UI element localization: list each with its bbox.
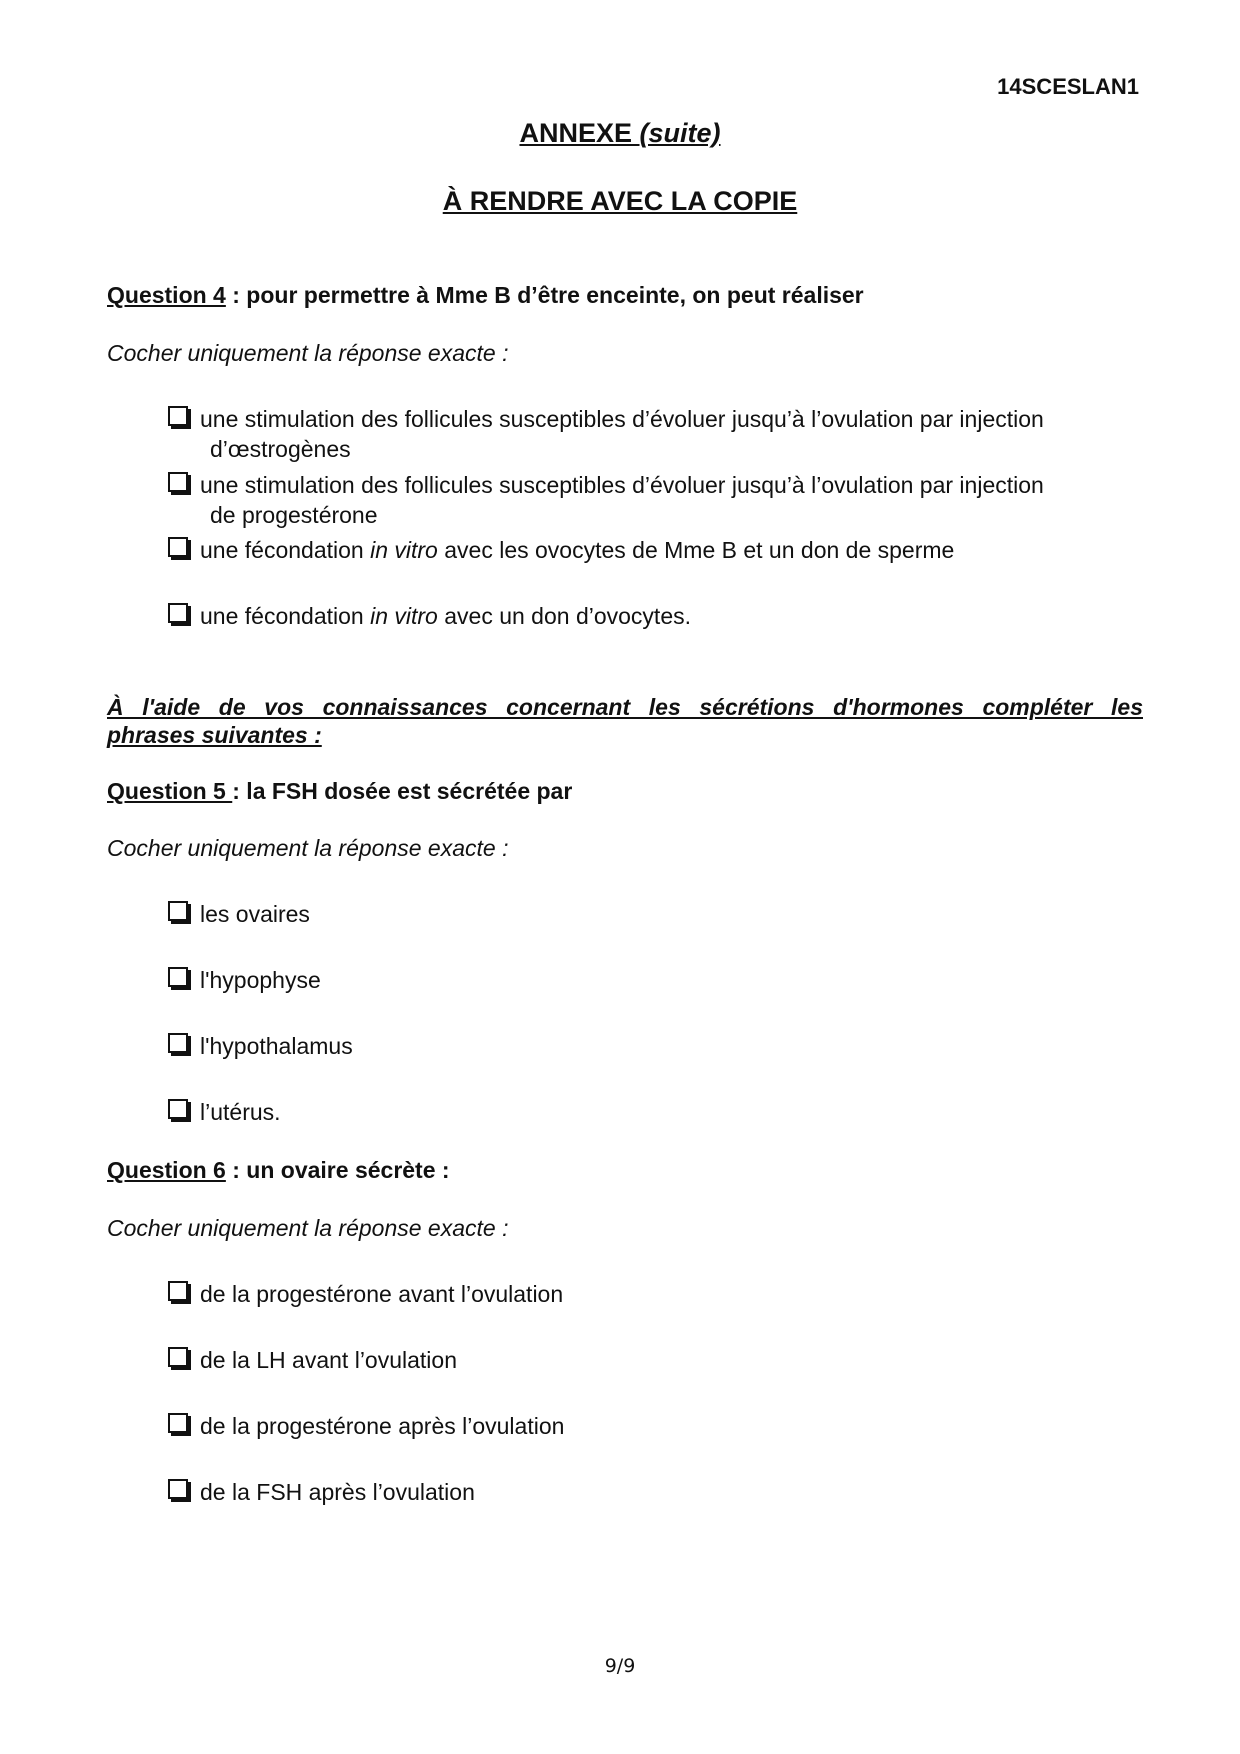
q6-option-2-label: de la LH avant l’ovulation [200, 1347, 457, 1373]
q5-option-3[interactable] [168, 1031, 353, 1061]
q6-option-3[interactable] [168, 1411, 564, 1441]
q4-option-4-post: avec un don d’ovocytes. [437, 603, 692, 629]
q6-option-4-label: de la FSH après l’ovulation [200, 1479, 475, 1505]
q6-option-3-label: de la progestérone après l’ovulation [200, 1413, 565, 1439]
q6-option-1-label: de la progestérone avant l’ovulation [200, 1281, 564, 1307]
checkbox-icon[interactable] [168, 1479, 188, 1499]
q4-option-4-italic: in vitro [370, 603, 438, 629]
checkbox-icon[interactable] [168, 406, 188, 426]
q4-option-3-pre: une fécondation [200, 537, 371, 563]
return-with-copy-title: À RENDRE AVEC LA COPIE [442, 186, 798, 216]
section-instruction-line1: À l'aide de vos connaissances concernant les sécrétions d'hormones compléter les [107, 694, 1143, 720]
q5-option-4-label: l’utérus. [200, 1099, 281, 1125]
question-6-instruction: Cocher uniquement la réponse exacte : [107, 1215, 509, 1241]
question-6-text: : un ovaire sécrète : [225, 1157, 450, 1183]
q4-option-2[interactable] [168, 470, 1136, 530]
document-code: 14SCESLAN1 [997, 74, 1139, 99]
question-4-label: Question 4 [107, 282, 226, 308]
q5-option-4[interactable] [168, 1097, 281, 1127]
annexe-suite: (suite) [639, 118, 721, 148]
q4-option-3-post: avec les ovocytes de Mme B et un don de sperme [437, 537, 955, 563]
q6-option-2[interactable] [168, 1345, 457, 1375]
q4-option-4[interactable] [168, 601, 691, 631]
q5-option-3-label: l'hypothalamus [200, 1033, 353, 1059]
checkbox-icon[interactable] [168, 967, 188, 987]
q4-option-3-italic: in vitro [370, 537, 438, 563]
checkbox-icon[interactable] [168, 537, 188, 557]
q4-option-1-line2: d’œstrogènes [210, 436, 351, 462]
page-number: 9/9 [604, 1655, 636, 1677]
checkbox-icon[interactable] [168, 472, 188, 492]
q5-option-1-label: les ovaires [200, 901, 310, 927]
annexe-title [0, 118, 1240, 149]
checkbox-icon[interactable] [168, 1099, 188, 1119]
question-6-label: Question 6 [107, 1157, 226, 1183]
q5-option-2-label: l'hypophyse [200, 967, 321, 993]
checkbox-icon[interactable] [168, 901, 188, 921]
q4-option-1[interactable] [168, 404, 1136, 464]
q4-option-3[interactable] [168, 535, 954, 565]
checkbox-icon[interactable] [168, 1281, 188, 1301]
q4-option-2-line2: de progestérone [210, 502, 378, 528]
annexe-word: ANNEXE [519, 118, 632, 148]
question-4-heading [107, 282, 864, 309]
checkbox-icon[interactable] [168, 603, 188, 623]
q4-option-4-pre: une fécondation [200, 603, 371, 629]
q5-option-1[interactable] [168, 899, 310, 929]
question-4-text: : pour permettre à Mme B d’être enceinte, on peut réaliser [225, 282, 864, 308]
question-4-instruction: Cocher uniquement la réponse exacte : [107, 340, 509, 366]
question-5-text: : la FSH dosée est sécrétée par [232, 778, 573, 804]
question-6-heading [107, 1157, 450, 1184]
checkbox-icon[interactable] [168, 1033, 188, 1053]
q6-option-4[interactable] [168, 1477, 475, 1507]
q6-option-1[interactable] [168, 1279, 563, 1309]
q4-option-1-line1: une stimulation des follicules susceptibles d’évoluer jusqu’à l’ovulation par injection [200, 406, 1044, 432]
q5-option-2[interactable] [168, 965, 321, 995]
question-5-label: Question 5 [107, 778, 233, 804]
section-instruction-line2: phrases suivantes : [107, 722, 322, 748]
checkbox-icon[interactable] [168, 1413, 188, 1433]
checkbox-icon[interactable] [168, 1347, 188, 1367]
question-5-heading [107, 778, 572, 805]
question-5-instruction: Cocher uniquement la réponse exacte : [107, 835, 509, 861]
q4-option-2-line1: une stimulation des follicules susceptibles d’évoluer jusqu’à l’ovulation par injection [200, 472, 1044, 498]
